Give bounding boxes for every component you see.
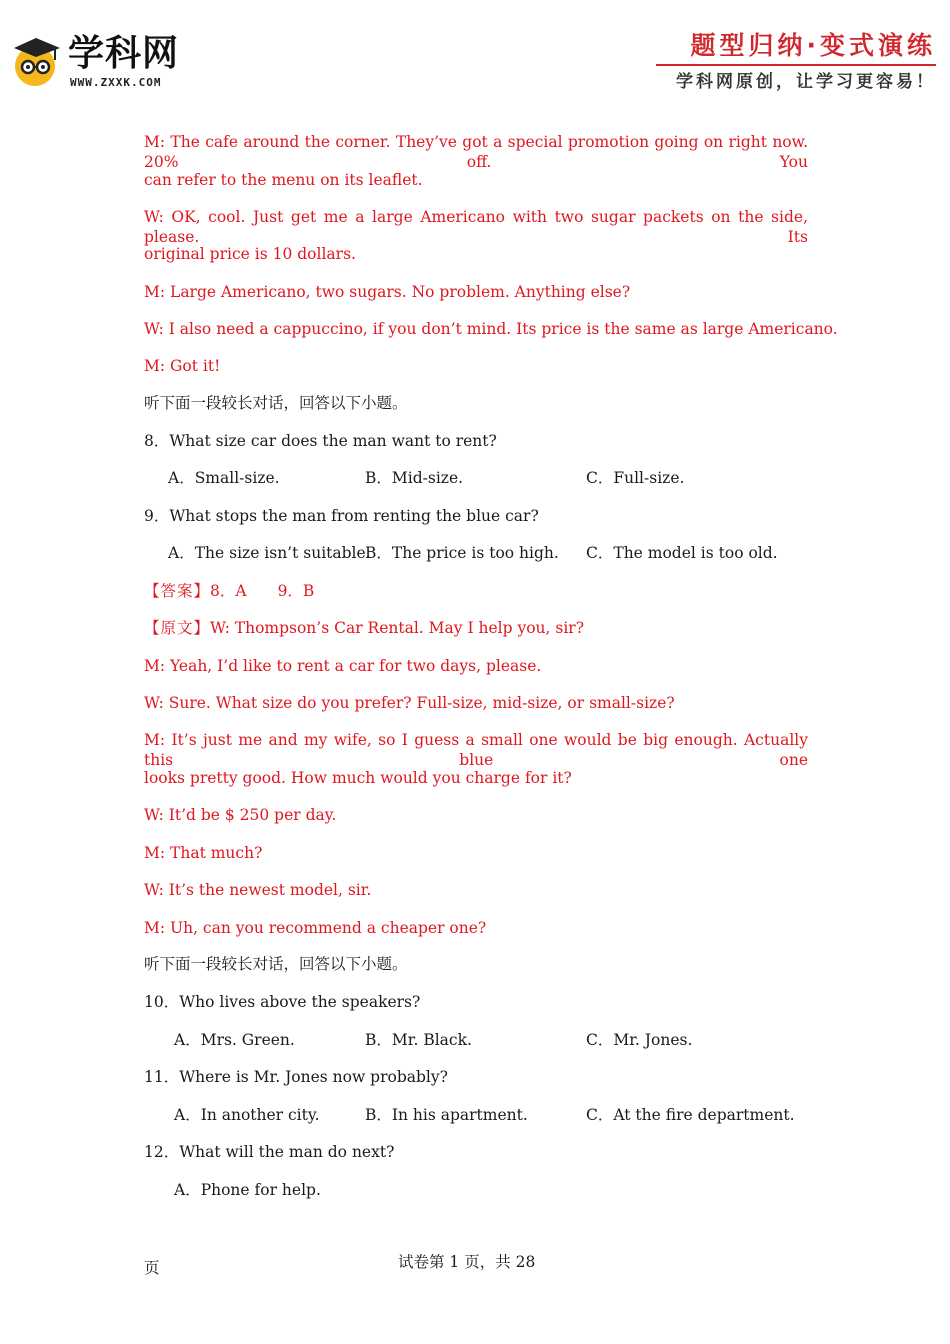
answer-tag: 【答案】 — [144, 582, 211, 600]
graduate-cap-icon — [10, 34, 64, 88]
question-9-option-b: B．The price is too high. — [365, 544, 559, 562]
question-8-option-b: B．Mid-size. — [365, 469, 464, 487]
transcript-line: M: That much? — [144, 844, 263, 862]
question-11-option-a: A．In another city. — [174, 1106, 320, 1124]
transcript-tag: 【原文】 — [144, 619, 211, 637]
transcript-line: W: It’s the newest model, sir. — [144, 881, 372, 899]
slogan-sub: 学科网原创，让学习更容易！ — [676, 72, 936, 92]
question-10-option-b: B．Mr. Black. — [365, 1031, 472, 1049]
question-9-option-c: C．The model is too old. — [586, 544, 778, 562]
transcript-line: M: Got it! — [144, 357, 221, 375]
transcript-header — [144, 618, 584, 638]
answer-value: 8．A 9．B — [210, 582, 315, 600]
footer-page-number: 试卷第 1 页，共 28 — [398, 1253, 536, 1271]
transcript-line: W: It’d be $ 250 per day. — [144, 806, 337, 824]
site-logo[interactable] — [10, 30, 200, 92]
transcript-line: original price is 10 dollars. — [144, 245, 356, 263]
question-9: 9．What stops the man from renting the blue car? — [144, 507, 539, 525]
footer-page-left: 页 — [144, 1259, 160, 1277]
question-11: 11．Where is Mr. Jones now probably? — [144, 1068, 448, 1086]
transcript-line: can refer to the menu on its leaflet. — [144, 171, 423, 189]
transcript-line: W: Sure. What size do you prefer? Full-size, mid-size, or small-size? — [144, 694, 675, 712]
section-instruction: 听下面一段较长对话，回答以下小题。 — [144, 955, 408, 973]
transcript-line: M: Large Americano, two sugars. No problem. Anything else? — [144, 283, 631, 301]
logo-url: WWW.ZXXK.COM — [70, 76, 162, 89]
question-9-option-a: A．The size isn’t suitable. — [168, 544, 371, 562]
transcript-line: M: It’s just me and my wife, so I guess a small one would be big enough. Actually this blue one — [144, 731, 808, 769]
slogan-divider — [656, 64, 936, 66]
answer-line — [144, 581, 314, 601]
question-10-option-a: A．Mrs. Green. — [174, 1031, 295, 1049]
question-8: 8．What size car does the man want to rent? — [144, 432, 497, 450]
logo-name: 学科网 — [68, 33, 180, 74]
question-12-option-a: A．Phone for help. — [174, 1181, 321, 1199]
transcript-line: M: Yeah, I’d like to rent a car for two days, please. — [144, 657, 542, 675]
question-10: 10．Who lives above the speakers? — [144, 993, 421, 1011]
question-12: 12．What will the man do next? — [144, 1143, 395, 1161]
transcript-line: W: I also need a cappuccino, if you don’t mind. Its price is the same as large Americano. — [144, 320, 838, 338]
slogan-main: 题型归纳·变式演练 — [690, 31, 936, 60]
transcript-line: looks pretty good. How much would you charge for it? — [144, 769, 572, 787]
question-8-option-c: C．Full-size. — [586, 469, 685, 487]
question-10-option-c: C．Mr. Jones. — [586, 1031, 693, 1049]
transcript-line: W: OK, cool. Just get me a large Americano with two sugar packets on the side, please. Its — [144, 208, 808, 246]
transcript-first-line: W: Thompson’s Car Rental. May I help you, sir? — [210, 619, 585, 637]
transcript-line: M: Uh, can you recommend a cheaper one? — [144, 919, 487, 937]
transcript-line: M: The cafe around the corner. They’ve got a special promotion going on right now. 20% off. You — [144, 133, 808, 171]
section-instruction: 听下面一段较长对话，回答以下小题。 — [144, 394, 408, 412]
question-11-option-b: B．In his apartment. — [365, 1106, 528, 1124]
question-11-option-c: C．At the fire department. — [586, 1106, 795, 1124]
question-8-option-a: A．Small-size. — [168, 469, 280, 487]
header-slogan — [656, 30, 936, 94]
